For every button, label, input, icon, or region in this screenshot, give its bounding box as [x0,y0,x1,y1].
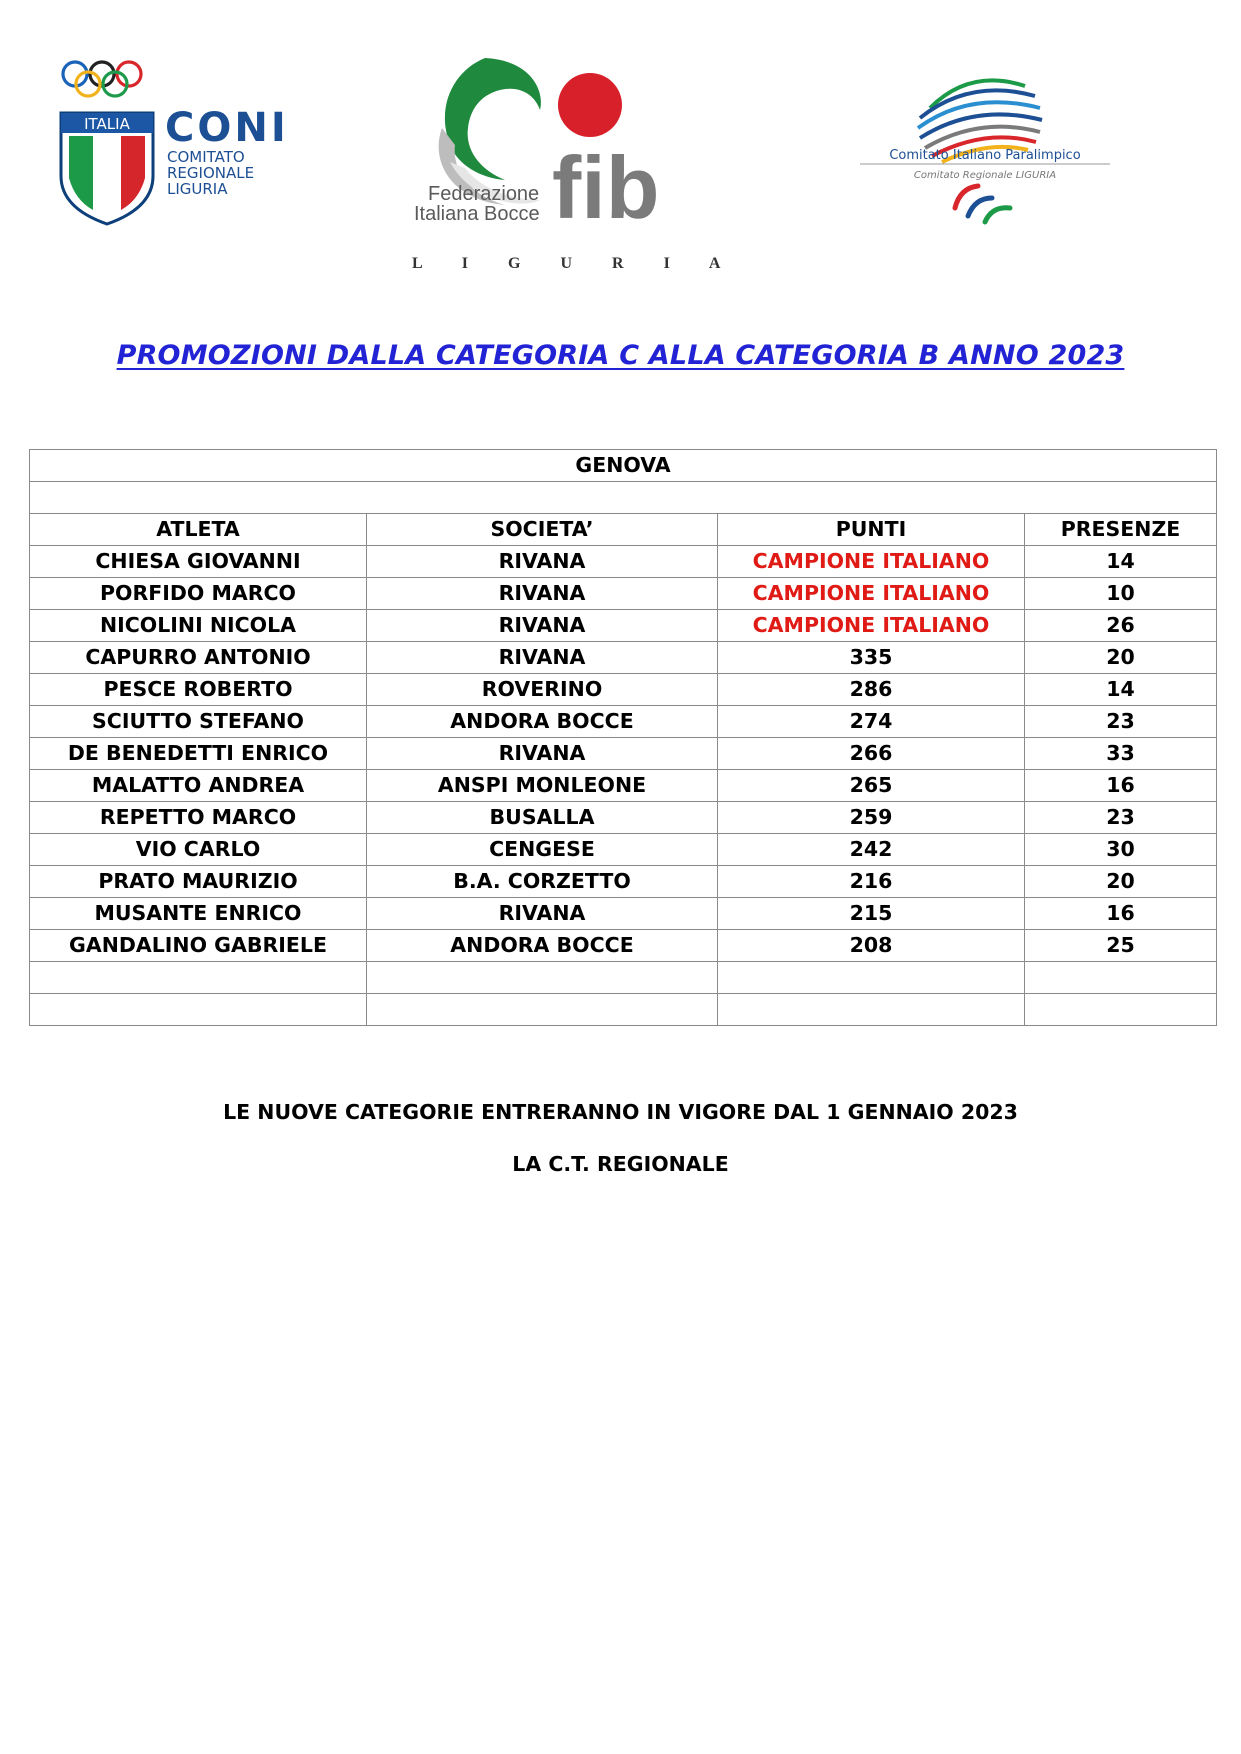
cell-societa: RIVANA [367,578,718,610]
table-row [30,834,1217,866]
cell-punti: 216 [718,866,1025,898]
agitos-icon [955,186,1010,222]
cell-presenze: 33 [1025,738,1217,770]
cell-punti: 274 [718,706,1025,738]
cell-presenze: 16 [1025,898,1217,930]
svg-text:REGIONALE: REGIONALE [167,164,255,182]
table-row [30,866,1217,898]
column-header-presenze: PRESENZE [1025,514,1217,546]
cell-presenze: 14 [1025,546,1217,578]
column-header-atleta: ATLETA [30,514,367,546]
cell-presenze: 14 [1025,674,1217,706]
table-row [30,610,1217,642]
cell-presenze: 23 [1025,802,1217,834]
cell-atleta: VIO CARLO [30,834,367,866]
signature: LA C.T. REGIONALE [512,1152,729,1176]
cell-societa: RIVANA [367,546,718,578]
cell-societa: ANDORA BOCCE [367,930,718,962]
svg-text:L I G U R I A: L I G U R I A [412,255,739,272]
empty-row [30,994,1217,1026]
cell-presenze: 20 [1025,866,1217,898]
cell-presenze: 30 [1025,834,1217,866]
cell-societa: RIVANA [367,738,718,770]
svg-text:Italiana Bocce: Italiana Bocce [414,203,540,225]
region-row [30,450,1217,482]
cell-atleta: MALATTO ANDREA [30,770,367,802]
svg-text:Comitato Italiano Paralimpico: Comitato Italiano Paralimpico [889,148,1081,163]
cell-presenze: 23 [1025,706,1217,738]
cell-atleta: PRATO MAURIZIO [30,866,367,898]
cell-punti: 265 [718,770,1025,802]
cell-punti: 266 [718,738,1025,770]
cell-punti: 335 [718,642,1025,674]
svg-text:ITALIA: ITALIA [84,115,130,133]
fib-mark: fib [552,138,660,237]
cell-atleta: GANDALINO GABRIELE [30,930,367,962]
table-row [30,738,1217,770]
cell-societa: ANSPI MONLEONE [367,770,718,802]
cell-atleta: PORFIDO MARCO [30,578,367,610]
cell-societa: CENGESE [367,834,718,866]
column-header-societa: SOCIETA’ [367,514,718,546]
cell-punti: CAMPIONE ITALIANO [718,610,1025,642]
cell-presenze: 20 [1025,642,1217,674]
promotions-table [29,449,1217,1026]
cell-punti: 242 [718,834,1025,866]
italia-shield-icon [61,113,153,224]
table-row [30,930,1217,962]
cell-atleta: CHIESA GIOVANNI [30,546,367,578]
svg-text:LIGURIA: LIGURIA [167,180,228,198]
cell-societa: RIVANA [367,610,718,642]
cell-atleta: REPETTO MARCO [30,802,367,834]
svg-text:Comitato Regionale LIGURIA: Comitato Regionale LIGURIA [913,170,1057,181]
fib-logo [410,50,770,275]
header-row [30,514,1217,546]
coni-name: CONI [165,105,289,151]
table-row [30,898,1217,930]
cell-punti: 208 [718,930,1025,962]
empty-row [30,962,1217,994]
validity-note: LE NUOVE CATEGORIE ENTRERANNO IN VIGORE DAL 1 GENNAIO 2023 [223,1100,1018,1124]
cell-presenze: 10 [1025,578,1217,610]
cell-punti: CAMPIONE ITALIANO [718,578,1025,610]
cell-societa: RIVANA [367,642,718,674]
cell-societa: BUSALLA [367,802,718,834]
cell-presenze: 16 [1025,770,1217,802]
table-row [30,802,1217,834]
column-header-punti: PUNTI [718,514,1025,546]
olympic-rings-icon [63,62,141,96]
cell-societa: RIVANA [367,898,718,930]
coni-logo [55,58,335,228]
cell-societa: ROVERINO [367,674,718,706]
cell-atleta: PESCE ROBERTO [30,674,367,706]
cell-atleta: DE BENEDETTI ENRICO [30,738,367,770]
cell-atleta: CAPURRO ANTONIO [30,642,367,674]
cell-atleta: MUSANTE ENRICO [30,898,367,930]
cell-atleta: NICOLINI NICOLA [30,610,367,642]
region-heading: GENOVA [30,450,1217,482]
cell-societa: B.A. CORZETTO [367,866,718,898]
cell-atleta: SCIUTTO STEFANO [30,706,367,738]
table-row [30,578,1217,610]
red-ball-icon [558,73,622,137]
svg-text:COMITATO: COMITATO [167,148,245,166]
svg-text:Federazione: Federazione [428,183,540,205]
cell-punti: 286 [718,674,1025,706]
cip-logo [850,68,1130,238]
cell-punti: 259 [718,802,1025,834]
cell-punti: 215 [718,898,1025,930]
cell-presenze: 25 [1025,930,1217,962]
table-row [30,770,1217,802]
page-title: PROMOZIONI DALLA CATEGORIA C ALLA CATEGORIA B ANNO 2023 [116,340,1125,371]
table-row [30,674,1217,706]
cell-presenze: 26 [1025,610,1217,642]
table-row [30,642,1217,674]
table-row [30,706,1217,738]
spacer-row [30,482,1217,514]
cell-societa: ANDORA BOCCE [367,706,718,738]
table-row [30,546,1217,578]
cell-punti: CAMPIONE ITALIANO [718,546,1025,578]
